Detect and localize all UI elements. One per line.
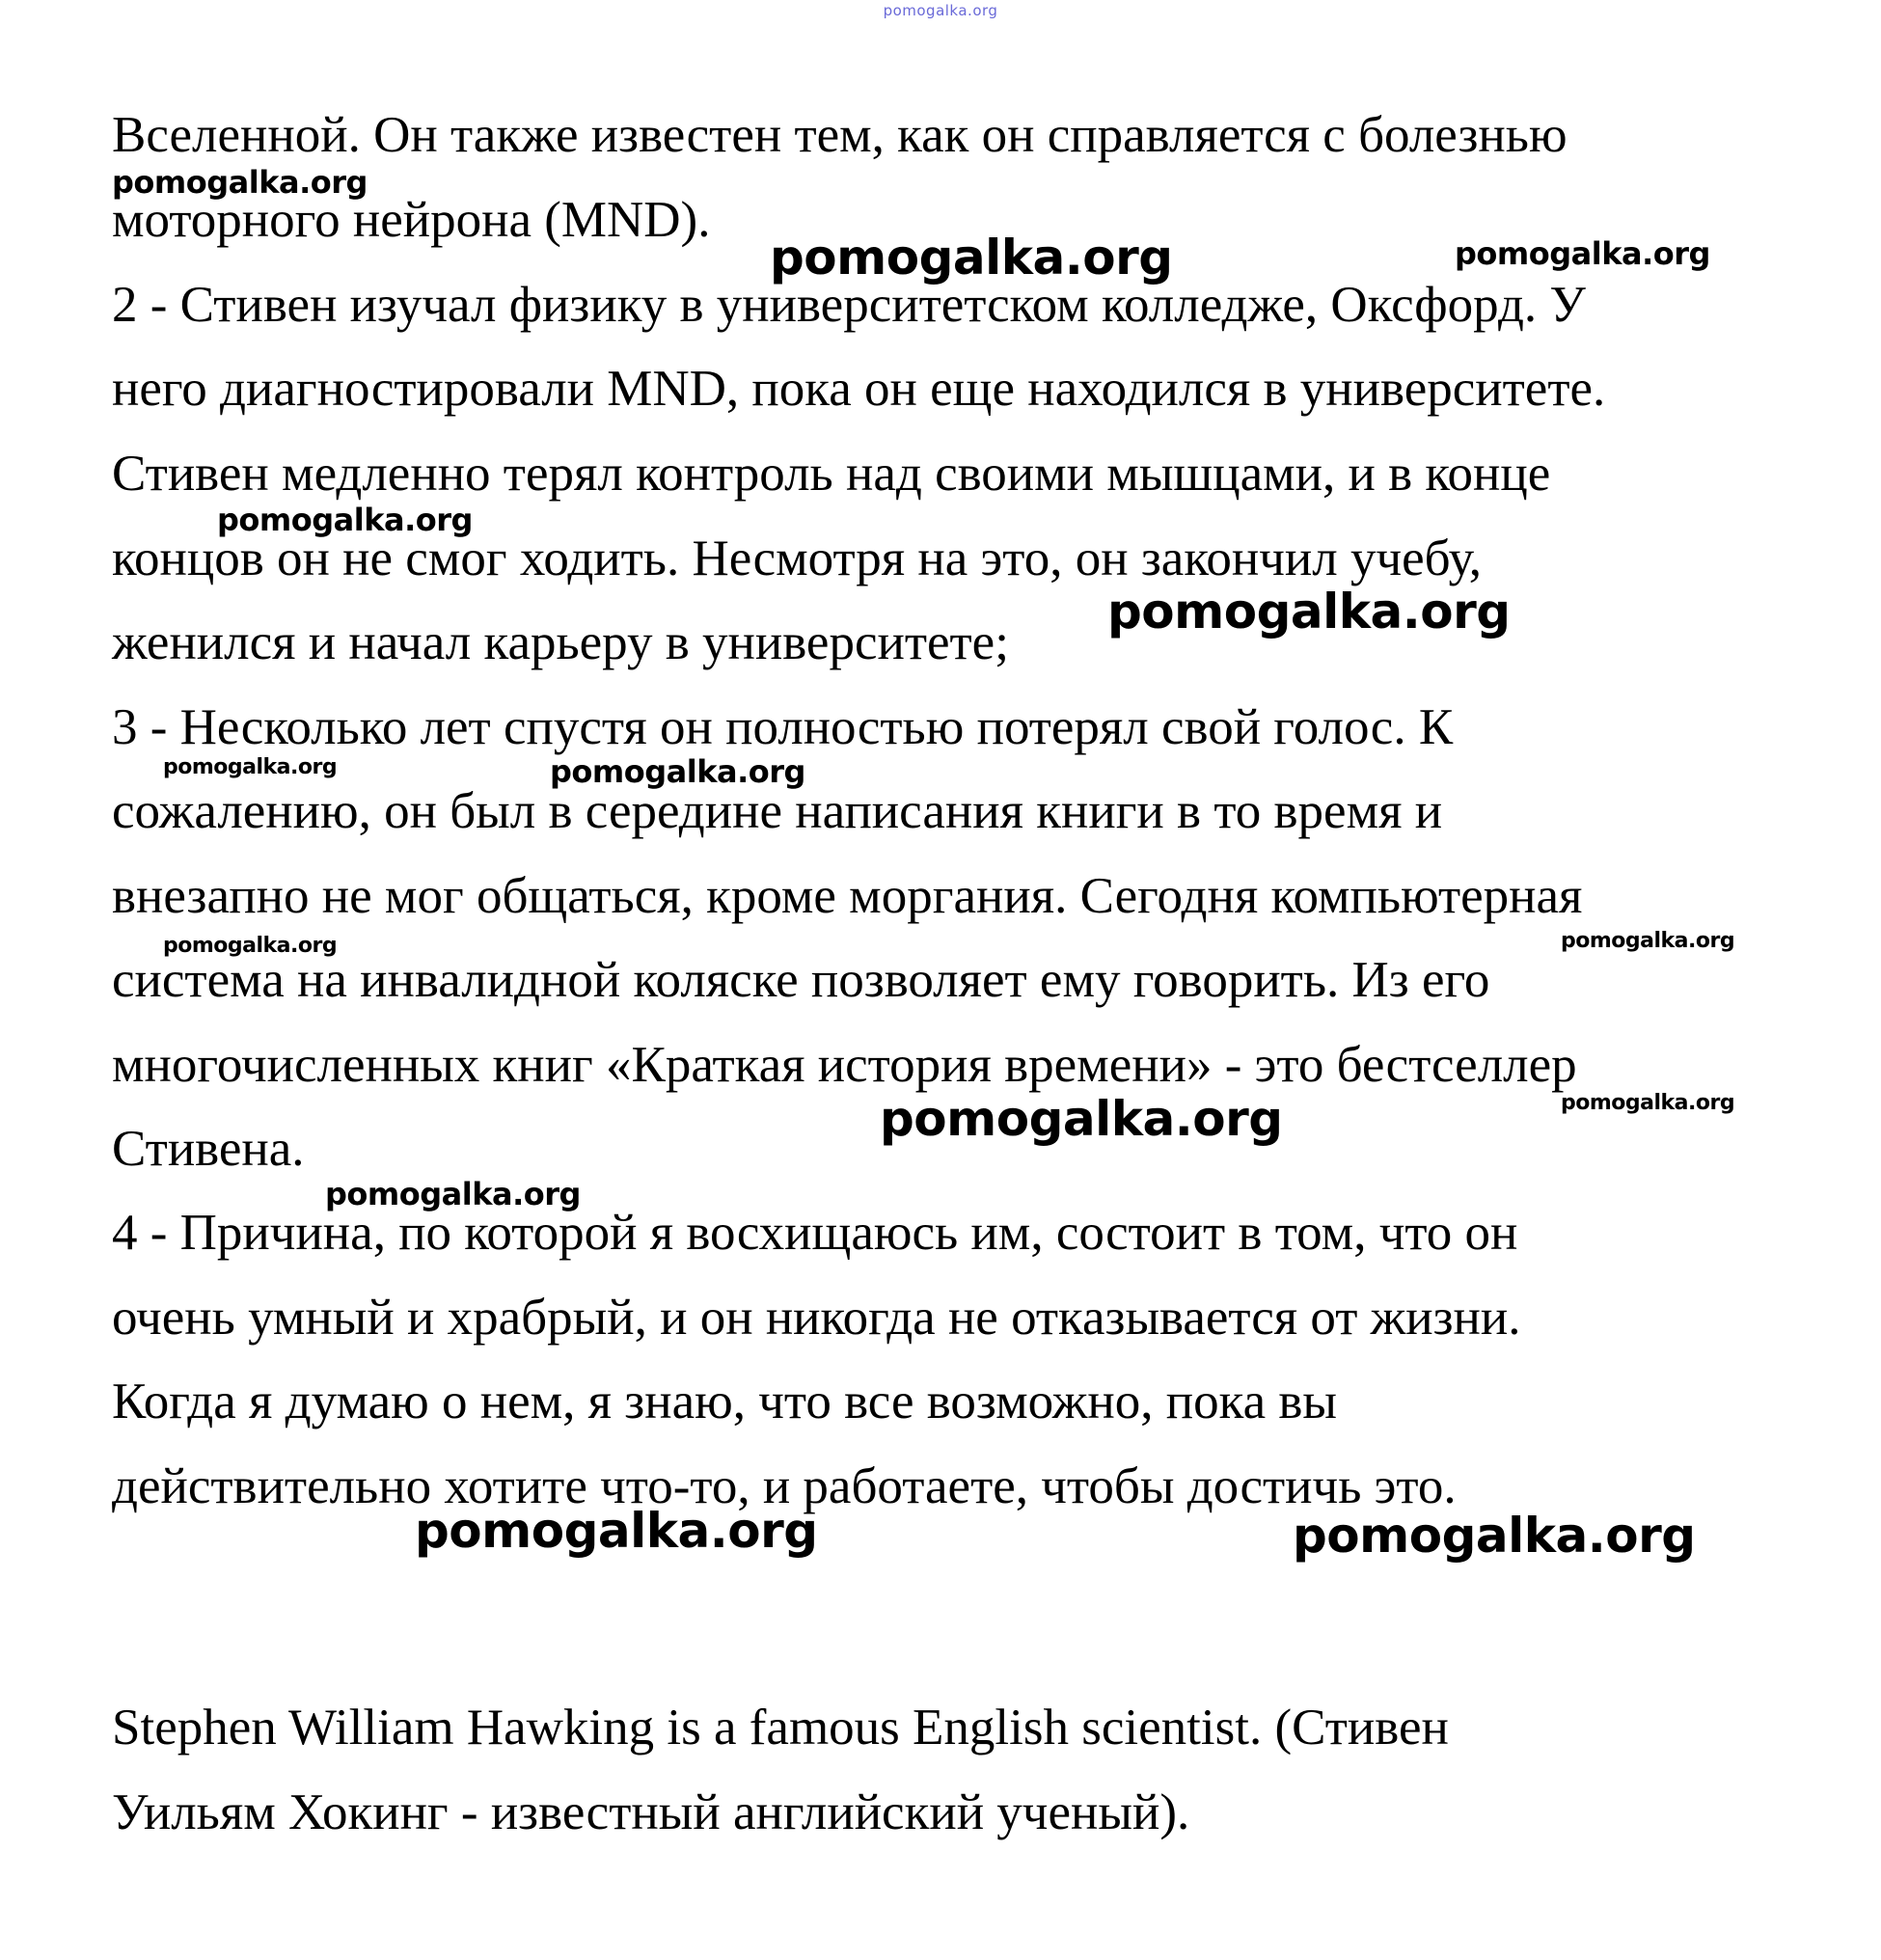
watermark: pomogalka.org [880,1091,1283,1147]
watermark: pomogalka.org [770,230,1173,286]
watermark: pomogalka.org [163,755,338,779]
body-line: 4 - Причина, по которой я восхищаюсь им, состоит в том, что он [112,1205,1518,1261]
body-line: Stephen William Hawking is a famous English scientist. (Стивен [112,1700,1449,1756]
watermark: pomogalka.org [1107,584,1511,640]
body-line: система на инвалидной коляске позволяет ему говорить. Из его [112,952,1490,1008]
watermark: pomogalka.org [415,1503,818,1559]
body-line: внезапно не мог общаться, кроме моргания. Сегодня компьютерная [112,868,1583,924]
body-line: моторного нейрона (MND). [112,192,711,248]
body-line: 2 - Стивен изучал физику в университетском колледже, Оксфорд. У [112,277,1586,333]
body-line: 3 - Несколько лет спустя он полностью потерял свой голос. К [112,699,1454,755]
body-line: концов он не смог ходить. Несмотря на это, он закончил учебу, [112,531,1483,586]
watermark: pomogalka.org [325,1176,581,1212]
body-line: Вселенной. Он также известен тем, как он справляется с болезнью [112,107,1568,163]
watermark: pomogalka.org [1293,1508,1696,1564]
body-line: женился и начал карьеру в университете; [112,614,1009,670]
watermark: pomogalka.org [112,164,368,201]
watermark: pomogalka.org [1561,1091,1735,1115]
watermark: pomogalka.org [1455,235,1710,272]
watermark: pomogalka.org [217,502,473,538]
body-line: действительно хотите что-то, и работаете, чтобы достичь это. [112,1458,1457,1514]
body-line: Когда я думаю о нем, я знаю, что все возможно, пока вы [112,1374,1338,1429]
body-line: Стивена. [112,1121,305,1177]
body-line: очень умный и храбрый, и он никогда не отказывается от жизни. [112,1290,1521,1346]
body-line: него диагностировали MND, пока он еще находился в университете. [112,361,1606,417]
body-line: многочисленных книг «Краткая история времени» - это бестселлер [112,1037,1577,1093]
header-watermark: pomogalka.org [883,2,998,19]
watermark: pomogalka.org [550,753,805,790]
body-line: Уильям Хокинг - известный английский ученый). [112,1784,1190,1840]
watermark: pomogalka.org [1561,929,1735,953]
body-line: сожалению, он был в середине написания книги в то время и [112,783,1443,839]
body-line: Стивен медленно терял контроль над своими мышцами, и в конце [112,446,1551,502]
watermark: pomogalka.org [163,934,338,958]
